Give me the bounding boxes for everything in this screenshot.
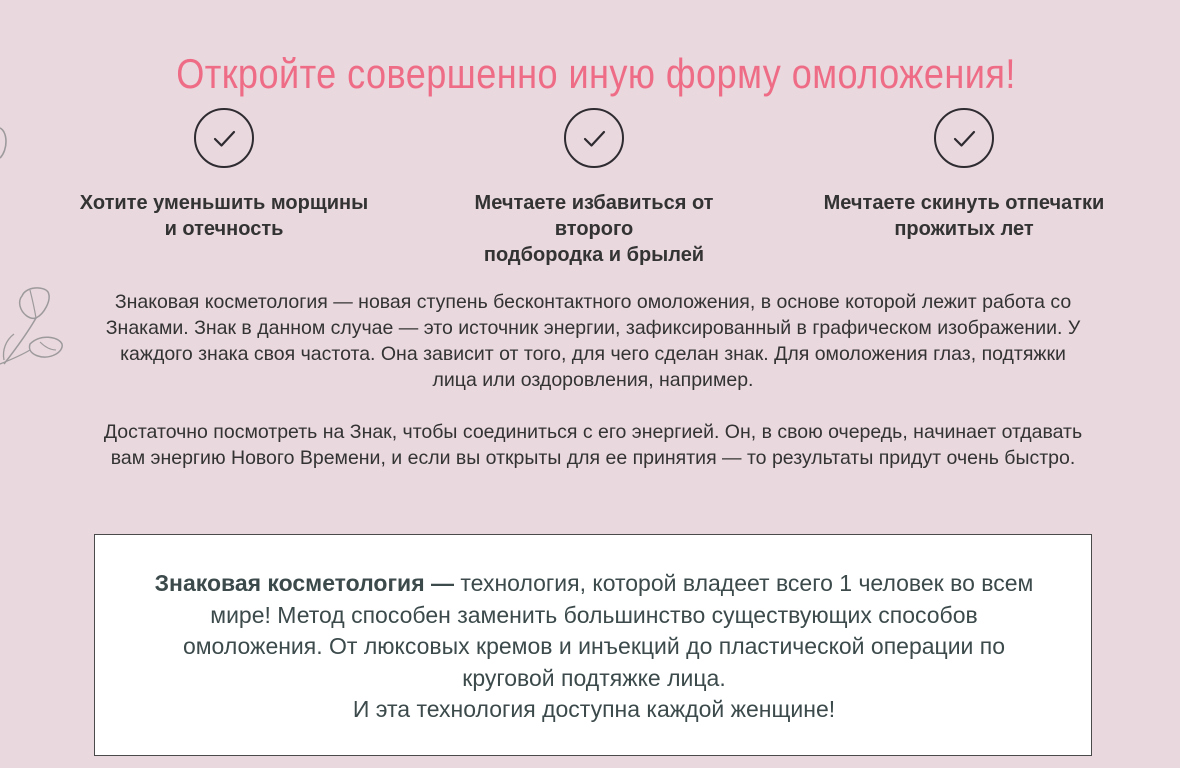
feature-text <box>434 190 754 268</box>
highlight-line-rest: технология, которой владеет всего 1 человек во всем <box>454 570 1034 596</box>
feature-text <box>804 190 1124 242</box>
feature-item <box>64 108 384 242</box>
highlight-box <box>94 534 1092 756</box>
text-line: Знаковая косметология — новая ступень бесконтактного омоложения, в основе которой лежит работа со <box>114 291 1072 313</box>
check-icon <box>564 108 624 168</box>
feature-text <box>64 190 384 242</box>
text-line: Достаточно посмотреть на Знак, чтобы соединиться с его энергией. Он, в свою очередь, начинает отдавать <box>103 421 1083 443</box>
highlight-line: И эта технология доступна каждой женщине! <box>352 696 836 722</box>
feature-line: Хотите уменьшить морщины <box>79 192 369 214</box>
flower-sketch-icon <box>0 284 70 374</box>
highlight-line: омоложения. От люксовых кремов и инъекций до пластической операции по <box>182 633 1006 659</box>
highlight-bold-lead: Знаковая косметология — <box>154 570 454 596</box>
features-row <box>0 108 1180 266</box>
text-line: лица или оздоровления, например. <box>432 369 754 391</box>
highlight-text <box>135 568 1053 726</box>
text-line: каждого знака своя частота. Она зависит от того, для чего сделан знак. Для омоложения глаз, подтяжки <box>120 343 1066 365</box>
feature-item <box>434 108 754 268</box>
highlight-line: мире! Метод способен заменить большинство существующих способов <box>210 601 978 628</box>
feature-line: прожитых лет <box>894 218 1034 240</box>
feature-line: Мечтаете избавиться от второго <box>474 192 714 240</box>
check-icon <box>194 108 254 168</box>
feature-item <box>804 108 1124 242</box>
text-line: Знаками. Знак в данном случае — это источник энергии, зафиксированный в графическом изображении. У <box>105 317 1081 339</box>
highlight-line <box>135 568 1053 600</box>
highlight-line: круговой подтяжке лица. <box>462 664 726 691</box>
feature-line: и отечность <box>164 218 284 240</box>
feature-line: подбородка и брылей <box>483 244 705 266</box>
feature-line: Мечтаете скинуть отпечатки <box>823 192 1105 214</box>
description-paragraph-1 <box>80 289 1106 393</box>
page-title: Откройте совершенно иную форму омоложения! <box>176 50 1016 98</box>
text-line: вам энергию Нового Времени, и если вы открыты для ее принятия — то результаты придут очень быстро. <box>110 447 1076 469</box>
description-paragraph-2 <box>80 419 1106 471</box>
check-icon <box>934 108 994 168</box>
